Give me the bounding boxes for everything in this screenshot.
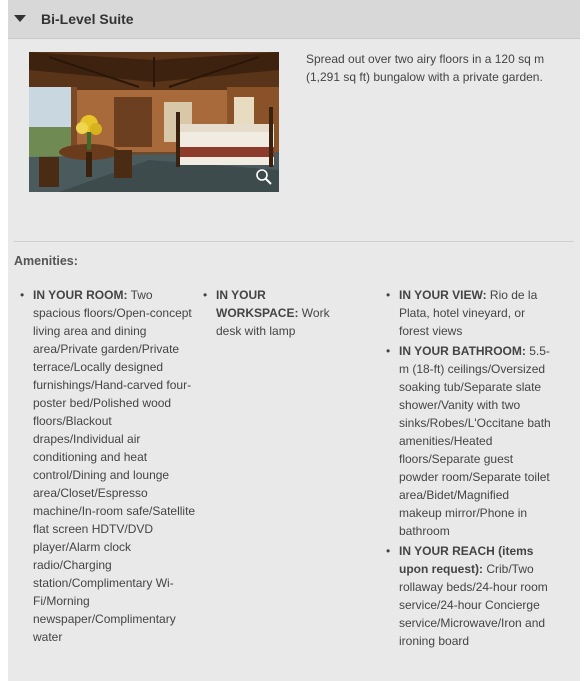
amenity-label: IN YOUR VIEW: <box>399 288 487 302</box>
amenity-text: Rio de la Plata, hotel vineyard, or forest views <box>399 288 538 338</box>
suite-photo[interactable] <box>29 52 279 192</box>
amenity-text: Two spacious floors/Open-concept living area and dining area/Private garden/Private terrace/Locally designed furnishings/Hand-carved four-poster bed/Polished wood floors/Blackout drapes/Individual air conditioning and heat control/Dining and lounge area/Closet/Espresso machine/In-room safe/Satellite flat screen HDTV/DVD player/Alarm clock radio/Charging station/Complimentary Wi-Fi/Morning newspaper/Complimentary water <box>33 288 196 644</box>
amenity-item-workspace: • IN YOUR WORKSPACE: Work desk with lamp <box>203 288 330 338</box>
amenity-item-view: • IN YOUR VIEW: Rio de la Plata, hotel vineyard, or forest views <box>386 288 538 338</box>
amenity-item-reach: • IN YOUR REACH (items upon request): Crib/Two rollaway beds/24-hour room service/24-hour Concierge service/Microwave/Iron and ironing board <box>386 544 548 648</box>
triangle-down-icon[interactable] <box>14 15 26 22</box>
bedroom-image <box>29 52 279 192</box>
suite-accordion-header[interactable] <box>8 0 580 39</box>
magnifier-icon[interactable] <box>255 168 273 186</box>
amenity-text: Crib/Two rollaway beds/24-hour room service/24-hour Concierge service/Microwave/Iron and ironing board <box>399 562 548 648</box>
suite-panel <box>8 0 580 681</box>
amenity-label: IN YOUR BATHROOM: <box>399 344 526 358</box>
amenity-label: IN YOUR ROOM: <box>33 288 128 302</box>
amenity-item-bathroom: • IN YOUR BATHROOM: 5.5-m (18-ft) ceilings/Oversized soaking tub/Separate slate shower/Vanity with two sinks/Robes/L'Occitane bath amenities/Heated floors/Separate guest powder room/Separate toilet area/Bidet/Magnified makeup mirror/Phone in bathroom <box>386 344 551 538</box>
amenity-label: IN YOUR WORKSPACE: <box>216 288 299 320</box>
suite-title[interactable]: Bi-Level Suite <box>41 11 134 27</box>
amenities-column-1 <box>16 286 196 648</box>
amenity-item-room: • IN YOUR ROOM: Two spacious floors/Open-concept living area and dining area/Private garden/Private terrace/Locally designed furnishings/Hand-carved four-poster bed/Polished wood floors/Blackout drapes/Individual air conditioning and heat control/Dining and lounge area/Closet/Espresso machine/In-room safe/Satellite flat screen HDTV/DVD player/Alarm clock radio/Charging station/Complimentary Wi-Fi/Morning newspaper/Complimentary water <box>20 288 196 644</box>
amenities-column-3 <box>382 286 552 652</box>
divider <box>14 241 574 242</box>
suite-description: Spread out over two airy floors in a 120 sq m (1,291 sq ft) bungalow with a private garden. <box>306 52 545 84</box>
amenities-heading: Amenities: <box>14 254 78 268</box>
amenity-text: Work desk with lamp <box>216 306 330 338</box>
amenity-text: 5.5-m (18-ft) ceilings/Oversized soaking tub/Separate slate shower/Vanity with two sinks/Robes/L'Occitane bath amenities/Heated floors/Separate guest powder room/Separate toilet area/Bidet/Magnified makeup mirror/Phone in bathroom <box>399 344 551 538</box>
amenity-label: IN YOUR REACH (items upon request): <box>399 544 534 576</box>
amenities-column-2 <box>199 286 349 342</box>
